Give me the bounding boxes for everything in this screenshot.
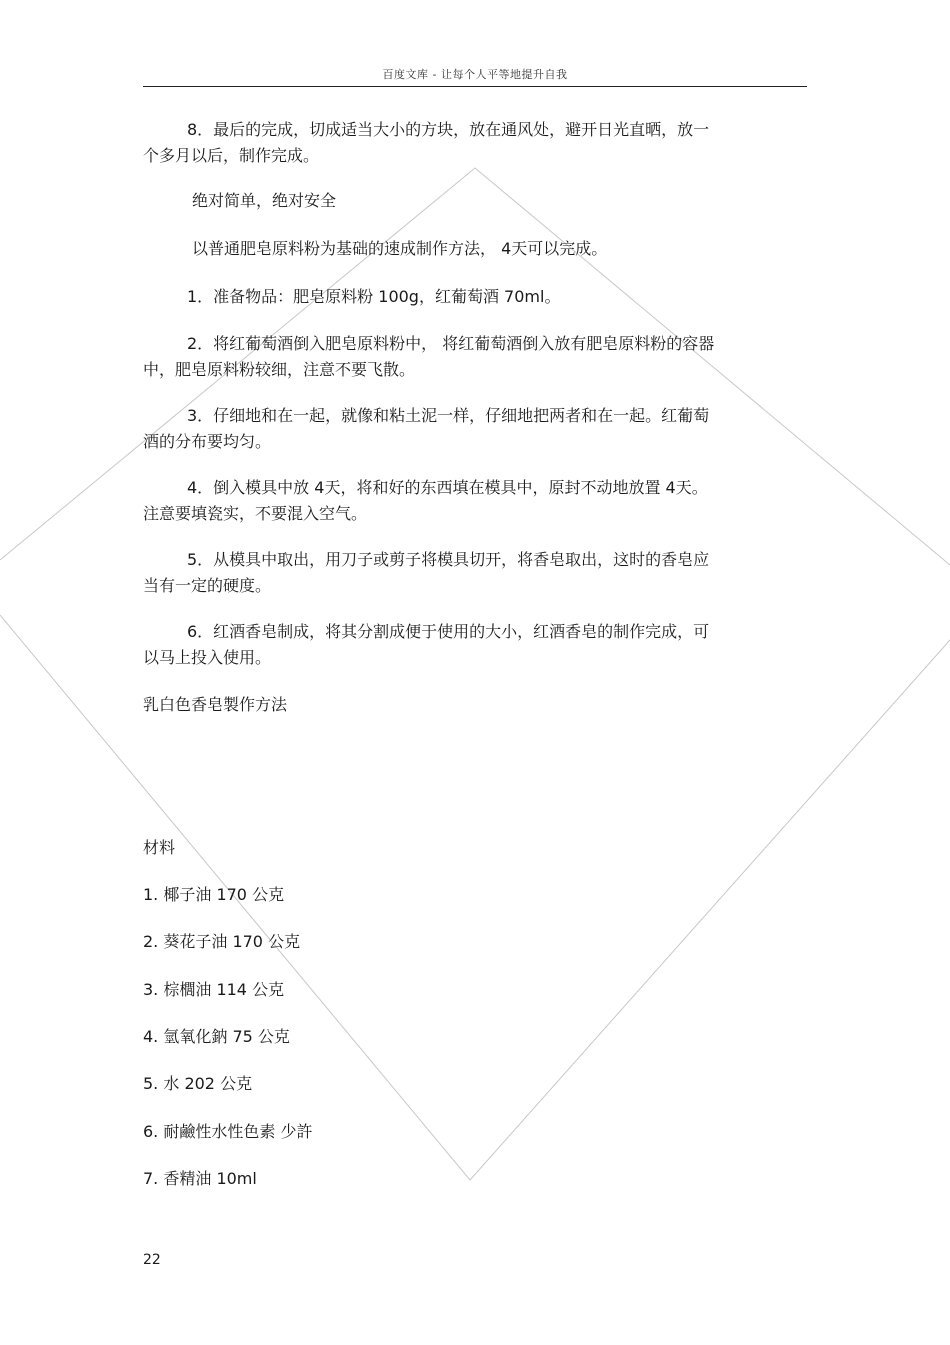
paragraph-step-1: 1．准备物品：肥皂原料粉 100g，红葡萄酒 70ml。 [187, 287, 561, 306]
material-item: 1. 椰子油 170 公克 [143, 885, 285, 904]
paragraph-step-3: 3．仔细地和在一起，就像和粘土泥一样，仔细地把两者和在一起。红葡萄 酒的分布要均匀。 [143, 406, 710, 451]
paragraph-safe: 绝对简单，绝对安全 [192, 191, 337, 210]
paragraph-step-8: 8．最后的完成，切成适当大小的方块，放在通风处，避开日光直晒，放一 个多月以后，制作完成。 [143, 120, 710, 165]
paragraph-intro: 以普通肥皂原料粉为基础的速成制作方法， 4天可以完成。 [192, 239, 608, 258]
material-item: 4. 氫氧化鈉 75 公克 [143, 1027, 290, 1046]
paragraph-step-2: 2．将红葡萄酒倒入肥皂原料粉中， 将红葡萄酒倒入放有肥皂原料粉的容器 中，肥皂原料粉较细，注意不要飞散。 [143, 334, 715, 379]
header-rule [143, 86, 807, 87]
page-header: 百度文库 - 让每个人平等地提升自我 [382, 68, 568, 81]
section-title-milk-soap: 乳白色香皂製作方法 [143, 695, 288, 714]
material-item: 7. 香精油 10ml [143, 1169, 257, 1188]
material-item: 5. 水 202 公克 [143, 1074, 253, 1093]
materials-title: 材料 [143, 838, 176, 857]
material-item: 6. 耐鹼性水性色素 少許 [143, 1122, 313, 1141]
paragraph-step-4: 4．倒入模具中放 4天，将和好的东西填在模具中，原封不动地放置 4天。 注意要填瓷实，不要混入空气。 [143, 478, 708, 523]
paragraph-step-5: 5．从模具中取出，用刀子或剪子将模具切开，将香皂取出，这时的香皂应 当有一定的硬度。 [143, 550, 710, 595]
material-item: 2. 葵花子油 170 公克 [143, 932, 301, 951]
page-number: 22 [143, 1252, 161, 1268]
material-item: 3. 棕櫚油 114 公克 [143, 980, 285, 999]
paragraph-step-6: 6．红酒香皂制成，将其分割成便于使用的大小，红酒香皂的制作完成，可 以马上投入使用。 [143, 622, 710, 667]
